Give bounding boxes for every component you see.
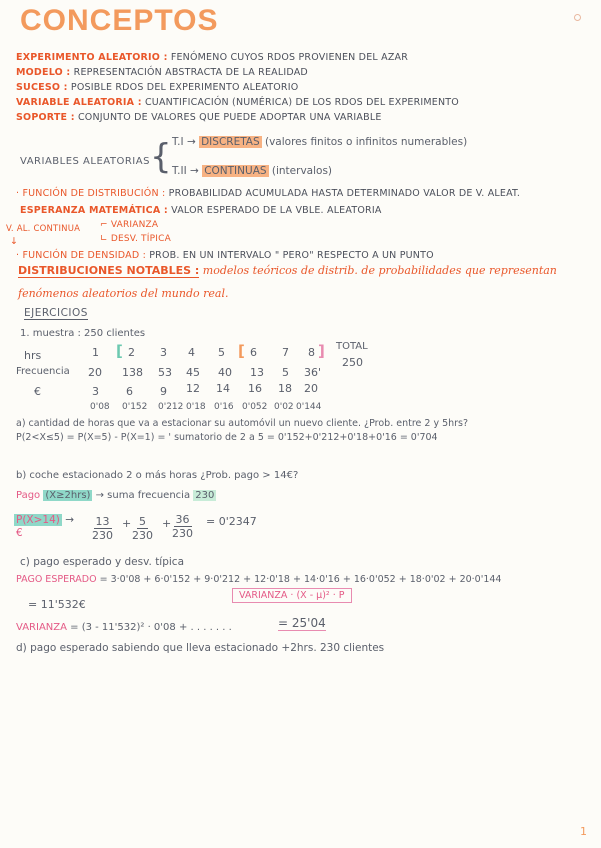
fraction-3: [172, 508, 193, 540]
va-discretas: [172, 136, 467, 148]
frec-cell: 40: [218, 366, 232, 379]
eur-cell: 20: [304, 382, 318, 395]
va-continua-item2: DESV. TÍPICA: [110, 234, 171, 244]
corner-mark-icon: [574, 14, 581, 21]
eur-cell: 6: [126, 385, 133, 398]
frec-cell: 13: [250, 366, 264, 379]
definition-experimento: [16, 52, 408, 63]
hrs-cell: 5: [218, 346, 225, 359]
part-b-question: b) coche estacionado 2 o más horas ¿Prob. pago > 14€?: [16, 470, 299, 481]
varianza-work: = (3 - 11'532)² · 0'08 + . . . . . . .: [70, 622, 232, 633]
total-label: TOTAL: [336, 341, 368, 352]
definition-desc: FENÓMENO CUYOS RDOS PROVIENEN DEL AZAR: [170, 52, 409, 63]
bracket-close-icon: ]: [318, 342, 325, 360]
definition-desc: PROB. EN UN INTERVALO " PERO" RESPECTO A UN PUNTO: [149, 250, 434, 261]
eur-cell: 12: [186, 382, 200, 395]
plus-sign: +: [122, 517, 132, 530]
row-hrs-label: hrs: [24, 349, 42, 362]
prob-cell: 0'18: [186, 402, 206, 412]
definition-variable: [16, 97, 459, 108]
varianza-label: VARIANZA: [16, 622, 67, 633]
va-continua-label: V. AL. CONTINUA: [6, 224, 81, 234]
arrow-right-icon: →: [65, 514, 75, 526]
prob-cell: 0'212: [158, 402, 184, 412]
frac-num: 5: [139, 515, 146, 528]
definition-term: EXPERIMENTO ALEATORIO :: [16, 52, 168, 63]
eur-cell: 9: [160, 385, 167, 398]
hrs-cell: 1: [92, 346, 99, 359]
va-t2-prefix: T.II →: [172, 165, 199, 177]
p-eur: €: [16, 527, 23, 539]
definition-term: MODELO :: [16, 67, 71, 78]
brace-icon: {: [150, 137, 172, 177]
definition-soporte: [16, 112, 382, 123]
pago-esp-work: = 3·0'08 + 6·0'152 + 9·0'212 + 12·0'18 + 14·0'16 + 16·0'052 + 18·0'02 + 20·0'144: [99, 574, 502, 585]
prob-cell: 0'16: [214, 402, 234, 412]
va-continua-item-varianza: ⌐ VARIANZA: [100, 220, 159, 230]
definition-desc: POSIBLE RDOS DEL EXPERIMENTO ALEATORIO: [70, 82, 299, 93]
plus-sign: +: [162, 517, 172, 530]
prob-cell: 0'144: [296, 402, 322, 412]
definition-desc: REPRESENTACIÓN ABSTRACTA DE LA REALIDAD: [73, 67, 308, 78]
part-c-varianza: [16, 622, 232, 633]
funcion-distribucion: [16, 188, 520, 199]
row-eur-label: €: [34, 385, 41, 398]
page-title: CONCEPTOS: [20, 4, 219, 37]
eur-cell: 14: [216, 382, 230, 395]
notables-term: DISTRIBUCIONES NOTABLES :: [18, 264, 200, 277]
prob-cell: 0'052: [242, 402, 268, 412]
eur-cell: 16: [248, 382, 262, 395]
definition-modelo: [16, 67, 308, 78]
notables-desc2: fenómenos aleatorios del mundo real.: [18, 287, 229, 300]
frec-cell: 138: [122, 366, 143, 379]
definition-desc: CONJUNTO DE VALORES QUE PUEDE ADOPTAR UNA VARIABLE: [77, 112, 382, 123]
va-label: VARIABLES ALEATORIAS: [20, 156, 150, 167]
frac-num: 13: [95, 515, 110, 528]
part-a-work: P(2<X≤5) = P(X=5) - P(X=1) = ' sumatorio de 2 a 5 = 0'152+0'212+0'18+0'16 = 0'704: [16, 432, 438, 443]
part-b-p-label: [14, 514, 74, 526]
pago-value: 230: [195, 490, 215, 501]
ejercicio-intro: 1. muestra : 250 clientes: [20, 328, 146, 339]
page-number: 1: [580, 825, 587, 838]
definition-term: · FUNCIÓN DE DENSIDAD :: [16, 250, 146, 261]
prob-cell: 0'152: [122, 402, 148, 412]
va-t1-word: DISCRETAS: [201, 136, 260, 148]
part-c-pago-esp: [16, 574, 501, 585]
frec-cell: 53: [158, 366, 172, 379]
p-label: P(X>14): [16, 514, 60, 526]
ejercicios-title: EJERCICIOS: [24, 307, 88, 319]
hrs-cell: 7: [282, 346, 289, 359]
frac-den: 230: [172, 527, 193, 540]
definition-desc: CUANTIFICACIÓN (NUMÉRICA) DE LOS RDOS DEL EXPERIMENTO: [144, 97, 459, 108]
frec-cell: 36': [304, 366, 322, 379]
row-frec-label: Frecuencia: [16, 366, 70, 377]
pago-cond: (X≥2hrs): [45, 490, 91, 501]
frac-den: 230: [132, 529, 153, 542]
hrs-cell: 3: [160, 346, 167, 359]
prob-cell: 0'08: [90, 402, 110, 412]
total-value: 250: [342, 356, 363, 369]
va-t1-rest: (valores finitos o infinitos numerables): [265, 136, 468, 148]
eur-cell: 18: [278, 382, 292, 395]
part-a-question: a) cantidad de horas que va a estacionar su automóvil un nuevo cliente. ¿Prob. entre 2 y 5hrs?: [16, 418, 469, 429]
part-b-pago: [16, 490, 216, 501]
va-t1-prefix: T.I →: [172, 136, 196, 148]
hrs-cell: 4: [188, 346, 195, 359]
pago-rest: → suma frecuencia: [95, 490, 191, 501]
definition-term: · FUNCIÓN DE DISTRIBUCIÓN :: [16, 188, 166, 199]
hrs-cell: 2: [128, 346, 135, 359]
definition-term: SUCESO :: [16, 82, 68, 93]
down-arrow-icon: ↓: [10, 236, 19, 247]
varianza-result: = 25'04: [278, 616, 326, 630]
bracket-open-icon: [: [116, 342, 123, 360]
definition-term: SOPORTE :: [16, 112, 75, 123]
esperanza: [20, 205, 382, 216]
definition-desc: VALOR ESPERADO DE LA VBLE. ALEATORIA: [171, 205, 382, 216]
part-d-question: d) pago esperado sabiendo que lleva estacionado +2hrs. 230 clientes: [16, 642, 385, 654]
distribuciones-notables: [18, 264, 557, 277]
hrs-cell: 6: [250, 346, 257, 359]
pago-label: Pago: [16, 490, 41, 501]
definition-suceso: [16, 82, 298, 93]
va-t2-word: CONTINUAS: [204, 165, 267, 177]
va-continua-item-desv: ∟ DESV. TÍPICA: [100, 234, 171, 244]
fraction-1: [92, 510, 113, 542]
frac-den: 230: [92, 529, 113, 542]
definition-term: VARIABLE ALEATORIA :: [16, 97, 142, 108]
fraction-2: [132, 510, 153, 542]
pago-esp-result: = 11'532€: [28, 598, 86, 611]
frec-cell: 5: [282, 366, 289, 379]
varianza-formula-box: VARIANZA · (X - μ)² · P: [232, 588, 352, 603]
va-continua-item1: VARIANZA: [110, 220, 159, 230]
prob-cell: 0'02: [274, 402, 294, 412]
pago-esp-label: PAGO ESPERADO: [16, 574, 97, 585]
hrs-cell: 8: [308, 346, 315, 359]
va-continuas: [172, 165, 332, 177]
definition-term: ESPERANZA MATEMÁTICA :: [20, 205, 168, 216]
bracket-open-icon: [: [238, 342, 245, 360]
part-b-result: = 0'2347: [206, 515, 257, 528]
frac-num: 36: [175, 513, 190, 526]
definition-desc: PROBABILIDAD ACUMULADA HASTA DETERMINADO VALOR DE V. ALEAT.: [168, 188, 521, 199]
eur-cell: 3: [92, 385, 99, 398]
frec-cell: 20: [88, 366, 102, 379]
va-t2-rest: (intervalos): [271, 165, 333, 177]
funcion-densidad: [16, 250, 434, 261]
part-c-question: c) pago esperado y desv. típica: [20, 556, 185, 568]
frec-cell: 45: [186, 366, 200, 379]
notables-desc: modelos teóricos de distrib. de probabilidades que representan: [202, 264, 557, 277]
